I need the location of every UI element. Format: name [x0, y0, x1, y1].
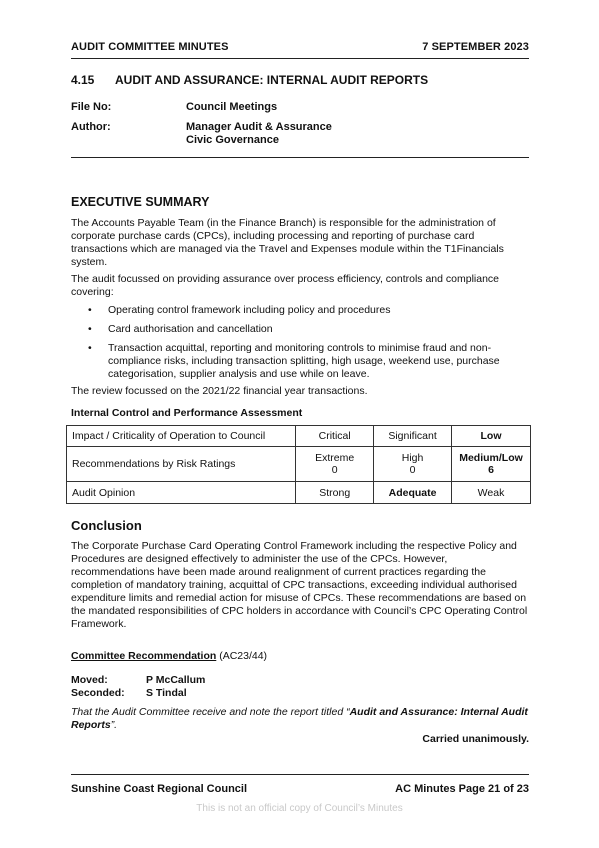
file-no-value: Council Meetings — [186, 101, 278, 113]
file-no-label: File No: — [71, 101, 112, 113]
cell-line: Extreme — [315, 452, 355, 464]
executive-summary-para-2: The audit focussed on providing assurance over process efficiency, controls and compliance covering: — [71, 273, 500, 298]
cell-count: 0 — [331, 464, 338, 476]
conclusion-heading: Conclusion — [71, 518, 142, 533]
footer-council: Sunshine Coast Regional Council — [71, 783, 248, 795]
table-cell: Impact / Criticality of Operation to Council — [67, 426, 296, 447]
footer-rule — [71, 774, 529, 775]
executive-summary-para-1: The Accounts Payable Team (in the Finance Branch) is responsible for the administration of corporate purchase cards (CPCs), including processing and reporting of purchase card transactions which are managed via the Travel and Expenses module within the T1Financials system. — [71, 217, 504, 268]
author-line-1: Manager Audit & Assurance — [186, 121, 332, 133]
scope-bullet-list — [71, 304, 529, 386]
assessment-table — [66, 425, 531, 504]
page-footer — [71, 783, 529, 796]
table-row — [67, 482, 531, 504]
item-heading — [71, 74, 428, 87]
bullet-text: Card authorisation and cancellation — [108, 323, 273, 335]
header-date: 7 SEPTEMBER 2023 — [422, 41, 529, 53]
moved-row — [71, 674, 205, 687]
executive-summary-heading: EXECUTIVE SUMMARY — [71, 195, 210, 209]
seconded-label: Seconded: — [71, 687, 125, 699]
bullet-text: Operating control framework including policy and procedures — [108, 304, 391, 316]
author-value — [186, 121, 332, 147]
recommendation-title: Committee Recommendation — [71, 650, 217, 662]
table-cell — [296, 447, 374, 482]
table-cell-selected — [452, 447, 531, 482]
table-cell-selected: Low — [452, 426, 531, 447]
bullet-icon: • — [88, 304, 92, 316]
author-label: Author: — [71, 121, 111, 133]
moved-value: P McCallum — [146, 674, 206, 686]
moved-label: Moved: — [71, 674, 108, 686]
bullet-icon: • — [88, 342, 92, 354]
watermark: This is not an official copy of Council’s Minutes — [196, 803, 403, 814]
table-cell: Weak — [452, 482, 531, 504]
table-cell: Recommendations by Risk Ratings — [67, 447, 296, 482]
header-rule — [71, 58, 529, 59]
conclusion-text: The Corporate Purchase Card Operating Control Framework including the respective Policy and Procedures are designed effectively to administer the use of the CPCs. However, recommendations have been made around realignment of current practices regarding the completion of mandatory training, acquittal of CPC transactions, exceeding individual authorised expenditure limits and remedial action for misuse of CPCs. These recommendations are based on the mandated responsibilities of CPC holders in accordance with Council’s CPC Operating Control Framework. — [71, 540, 528, 630]
list-item — [71, 342, 529, 381]
table-cell: Strong — [296, 482, 374, 504]
table-row — [67, 426, 531, 447]
resolution-text — [71, 706, 531, 732]
cell-count: 6 — [488, 464, 494, 476]
list-item — [71, 304, 529, 317]
page-header — [71, 41, 529, 54]
item-title: AUDIT AND ASSURANCE: INTERNAL AUDIT REPORTS — [115, 73, 429, 87]
author-row — [71, 121, 332, 147]
cell-count: 0 — [409, 464, 416, 476]
resolution-report-title: Audit and Assurance: Internal Audit Reports — [71, 706, 528, 731]
resolution-pre: That the Audit Committee receive and note the report titled “ — [71, 706, 350, 718]
bullet-icon: • — [88, 323, 92, 335]
resolution-post: ”. — [110, 719, 118, 731]
seconded-row — [71, 687, 187, 700]
cell-line: High — [401, 452, 424, 464]
header-title: AUDIT COMMITTEE MINUTES — [71, 41, 229, 53]
recommendation-heading — [71, 650, 267, 663]
recommendation-ref: (AC23/44) — [216, 650, 268, 662]
table-cell: Critical — [296, 426, 374, 447]
item-number: 4.15 — [71, 73, 95, 87]
table-cell: Significant — [374, 426, 452, 447]
cell-line: Medium/Low — [459, 452, 523, 464]
carried-status: Carried unanimously. — [422, 733, 529, 745]
meta-rule — [71, 157, 529, 158]
table-row — [67, 447, 531, 482]
file-no-row — [71, 101, 277, 114]
assessment-heading: Internal Control and Performance Assessment — [71, 407, 303, 419]
executive-summary-para-3: The review focussed on the 2021/22 financial year transactions. — [71, 385, 368, 397]
seconded-value: S Tindal — [146, 687, 187, 699]
table-cell — [374, 447, 452, 482]
table-cell-selected: Adequate — [374, 482, 452, 504]
author-line-2: Civic Governance — [186, 134, 279, 146]
table-cell: Audit Opinion — [67, 482, 296, 504]
bullet-text: Transaction acquittal, reporting and monitoring controls to minimise fraud and non-compliance risks, including transaction splitting, high usage, weekend use, purchase categorisation, supplier analysis and use while on leave. — [108, 342, 500, 380]
list-item — [71, 323, 529, 336]
footer-page-number: AC Minutes Page 21 of 23 — [395, 783, 529, 795]
